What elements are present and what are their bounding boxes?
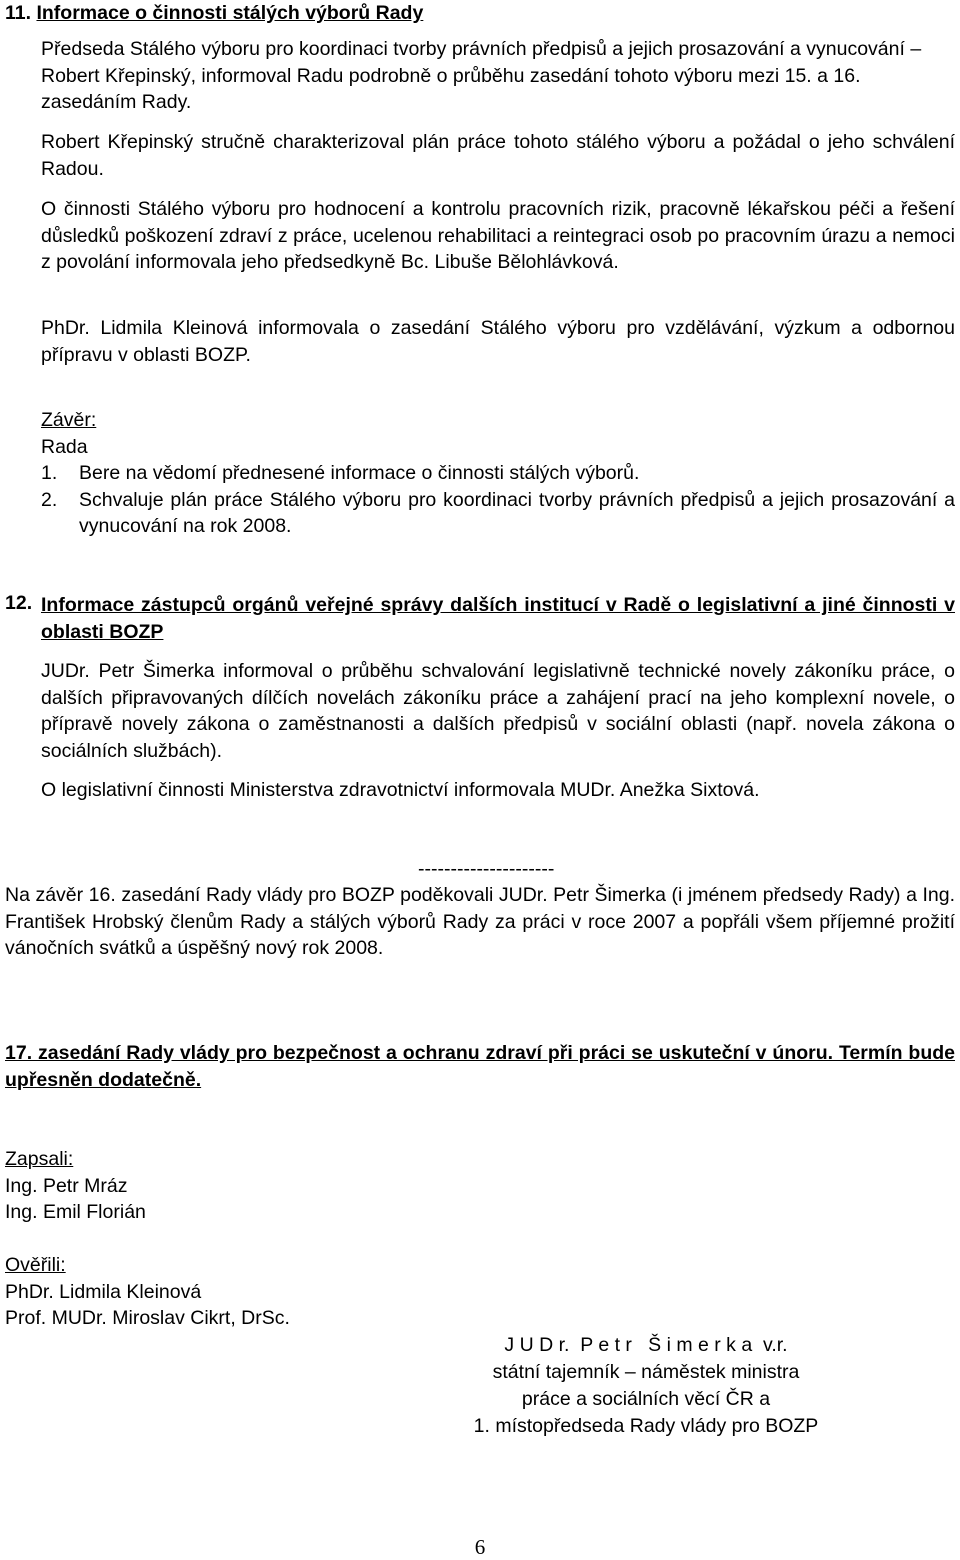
resolution-text: Bere na vědomí přednesené informace o činnosti stálých výborů. [79,462,640,484]
conclusion [41,407,955,460]
section-12-paragraph-1: JUDr. Petr Šimerka informoval o průběhu schvalování legislativně technické novely zákoníku práce, o dalších připravovaných dílčích novelách zákoníku práce a zahájení prací na jeho komplexní novele, o přípravě novely zákona o zaměstnanosti a dalších předpisů v sociální oblasti (např. novela zákona o sociálních službách). [41,660,955,762]
rada-label: Rada [41,435,88,458]
recorded-by [5,1146,955,1226]
signatory-name: J U D r. P e t r Š i m e r k a v.r. [504,1334,788,1356]
section-11-number: 11. [5,2,32,24]
resolution-number: 2. [41,488,58,511]
section-11-paragraph-4: PhDr. Lidmila Kleinová informovala o zasedání Stálého výboru pro vzdělávání, výzkum a odbornou přípravu v oblasti BOZP. [41,317,955,366]
resolution-item-1 [41,460,955,487]
verified-by-label: Ověřili: [5,1254,66,1276]
section-11-title [5,2,423,25]
resolution-text: Schvaluje plán práce Stálého výboru pro koordinaci tvorby právních předpisů a jejich prosazování a vynucování na rok 2008. [79,488,955,537]
conclusion-label: Závěr: [41,409,97,431]
recorded-by-label: Zapsali: [5,1148,74,1170]
page-number: 6 [474,1535,486,1559]
section-12-number-text: 12. [5,592,33,614]
resolution-number: 1. [41,462,58,484]
section-12-number [5,592,32,615]
closing-paragraph: Na závěr 16. zasedání Rady vlády pro BOZP poděkovali JUDr. Petr Šimerka (i jménem předsedy Rady) a Ing. František Hrobský členům Rady a stálých výborů Rady za práci v roce 2007 a popřáli všem příjemné prožití vánočních svátků a úspěšný nový rok 2008. [5,884,955,959]
section-11-paragraph-1: Předseda Stálého výboru pro koordinaci tvorby právních předpisů a jejich prosazování a vynucování – Robert Křepinský, informoval Radu podrobně o průběhu zasedání tohoto výboru mezi 15. a 16. zasedáním Rady. [41,38,922,113]
signatory-title-1: státní tajemník – náměstek ministra [492,1361,800,1383]
signatory-title-2: práce a sociálních věcí ČR a [521,1388,771,1410]
section-12-paragraph-2: O legislativní činnosti Ministerstva zdravotnictví informovala MUDr. Anežka Sixtová. [41,779,760,801]
verified-by [5,1252,955,1332]
separator-line: --------------------- [418,858,555,880]
verifier-name: PhDr. Lidmila Kleinová [5,1280,202,1303]
next-meeting-notice: 17. zasedání Rady vlády pro bezpečnost a ochranu zdraví při práci se uskuteční v únoru. Termín bude upřesněn dodatečně. [5,1042,955,1091]
section-11-heading: Informace o činnosti stálých výborů Rady [36,2,424,24]
resolution-item-2 [41,487,955,540]
recorder-name: Ing. Petr Mráz [5,1174,128,1197]
verifier-name: Prof. MUDr. Miroslav Cikrt, DrSc. [5,1307,290,1329]
resolution-list [41,460,955,540]
section-12-heading: Informace zástupců orgánů veřejné správy dalších institucí v Radě o legislativní a jiné činnosti v oblasti BOZP [41,594,955,643]
signature-block [440,1332,852,1440]
section-11-paragraph-3: O činnosti Stálého výboru pro hodnocení a kontrolu pracovních rizik, pracovně lékařskou péči a řešení důsledků poškození zdraví z práce, ucelenou rehabilitaci a reintegraci osob po pracovním úrazu a nemoci z povolání informovala jeho předsedkyně Bc. Libuše Bělohlávková. [41,198,955,273]
signatory-title-3: 1. místopředseda Rady vlády pro BOZP [473,1415,819,1437]
recorder-name: Ing. Emil Florián [5,1201,146,1223]
section-11-paragraph-2: Robert Křepinský stručně charakterizoval plán práce tohoto stálého výboru a požádal o jeho schválení Radou. [41,131,955,180]
